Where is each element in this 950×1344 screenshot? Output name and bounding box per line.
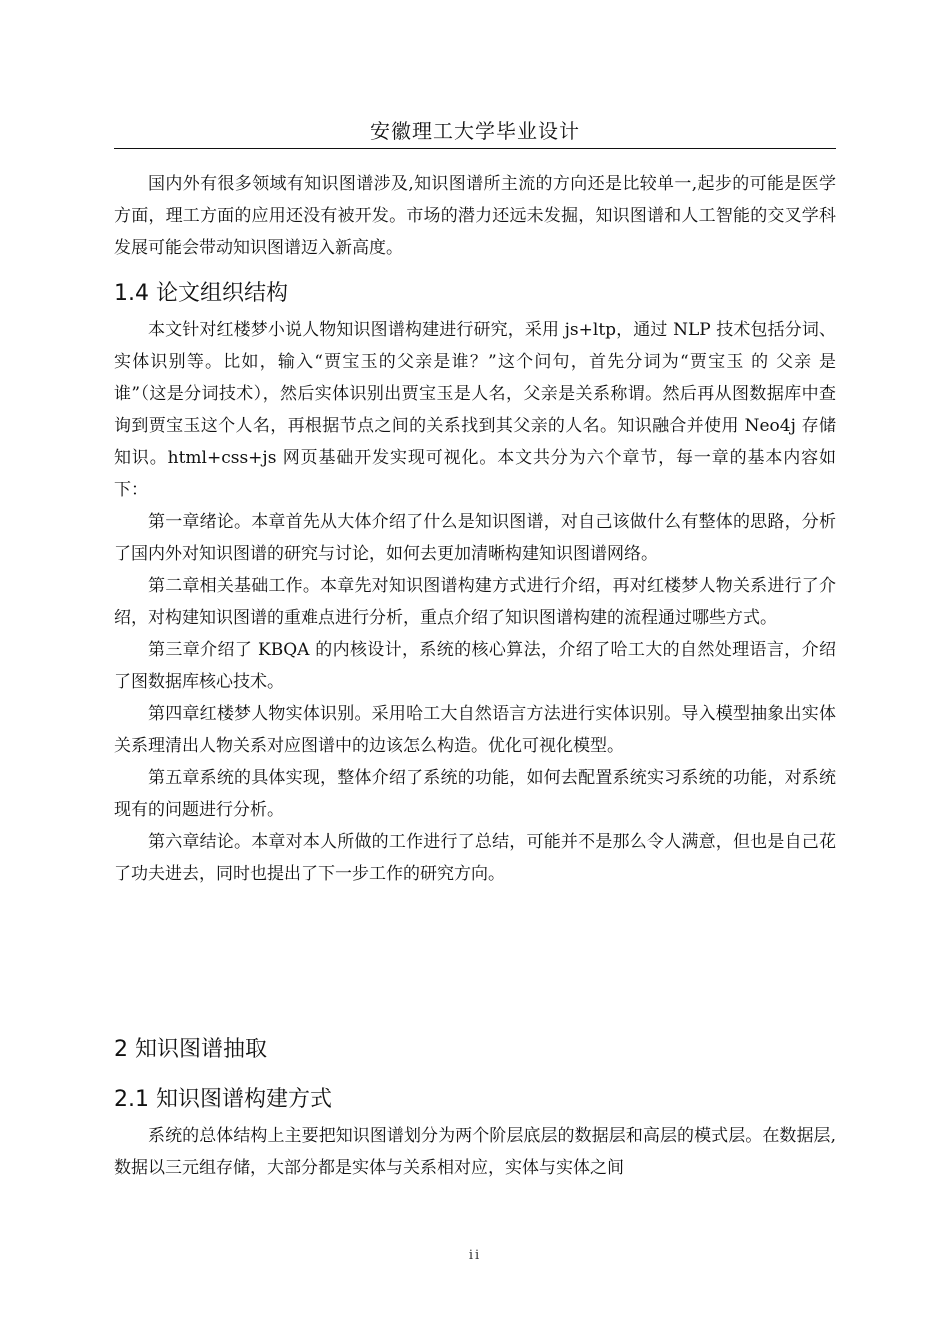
- paragraph-chapter-6: 第六章结论。本章对本人所做的工作进行了总结，可能并不是那么令人满意，但也是自己花了功夫进去，同时也提出了下一步工作的研究方向。: [114, 832, 836, 884]
- document-body: [114, 168, 836, 1184]
- chapter-heading-2: 2 知识图谱抽取: [114, 1037, 267, 1062]
- section-heading-2-1: 2.1 知识图谱构建方式: [114, 1087, 332, 1112]
- spacer: [114, 264, 836, 274]
- running-header-title: 安徽理工大学毕业设计: [370, 119, 580, 143]
- header-divider: [114, 148, 836, 149]
- paragraph-chapter-2: 第二章相关基础工作。本章先对知识图谱构建方式进行介绍，再对红楼梦人物关系进行了介绍，对构建知识图谱的重难点进行分析，重点介绍了知识图谱构建的流程通过哪些方式。: [114, 576, 836, 628]
- paragraph-chapter-3: 第三章介绍了 KBQA 的内核设计，系统的核心算法，介绍了哈工大的自然处理语言，介绍了图数据库核心技术。: [114, 640, 836, 692]
- page-number: ii: [468, 1248, 482, 1263]
- spacer: [114, 890, 836, 1030]
- section-heading-1-4: 1.4 论文组织结构: [114, 281, 288, 306]
- paragraph-overview: 本文针对红楼梦小说人物知识图谱构建进行研究，采用 js+ltp，通过 NLP 技术包括分词、实体识别等。比如，输入“贾宝玉的父亲是谁？”这个问句，首先分词为“贾宝玉 的 父亲 是 谁”（这是分词技术），然后实体识别出贾宝玉是人名，父亲是关系称谓。然后再从图数据库中查询到贾宝玉这个人名，再根据节点之间的关系找到其父亲的人名。知识融合并使用 Neo4j 存储知识。html+css+js 网页基础开发实现可视化。本文共分为六个章节，每一章的基本内容如下：: [114, 320, 836, 500]
- paragraph-chapter-4: 第四章红楼梦人物实体识别。采用哈工大自然语言方法进行实体识别。导入模型抽象出实体关系理清出人物关系对应图谱中的边该怎么构造。优化可视化模型。: [114, 704, 836, 756]
- paragraph-chapter-1: 第一章绪论。本章首先从大体介绍了什么是知识图谱，对自己该做什么有整体的思路，分析了国内外对知识图谱的研究与讨论，如何去更加清晰构建知识图谱网络。: [114, 512, 836, 564]
- spacer: [114, 1070, 836, 1080]
- intro-paragraph: 国内外有很多领域有知识图谱涉及,知识图谱所主流的方向还是比较单一,起步的可能是医学方面，理工方面的应用还没有被开发。市场的潜力还远未发掘，知识图谱和人工智能的交叉学科发展可能会带动知识图谱迈入新高度。: [114, 174, 836, 258]
- paragraph-2-1: 系统的总体结构上主要把知识图谱划分为两个阶层底层的数据层和高层的模式层。在数据层, 数据以三元组存储，大部分都是实体与关系相对应，实体与实体之间: [114, 1126, 836, 1178]
- paragraph-chapter-5: 第五章系统的具体实现，整体介绍了系统的功能，如何去配置系统实习系统的功能，对系统现有的问题进行分析。: [114, 768, 836, 820]
